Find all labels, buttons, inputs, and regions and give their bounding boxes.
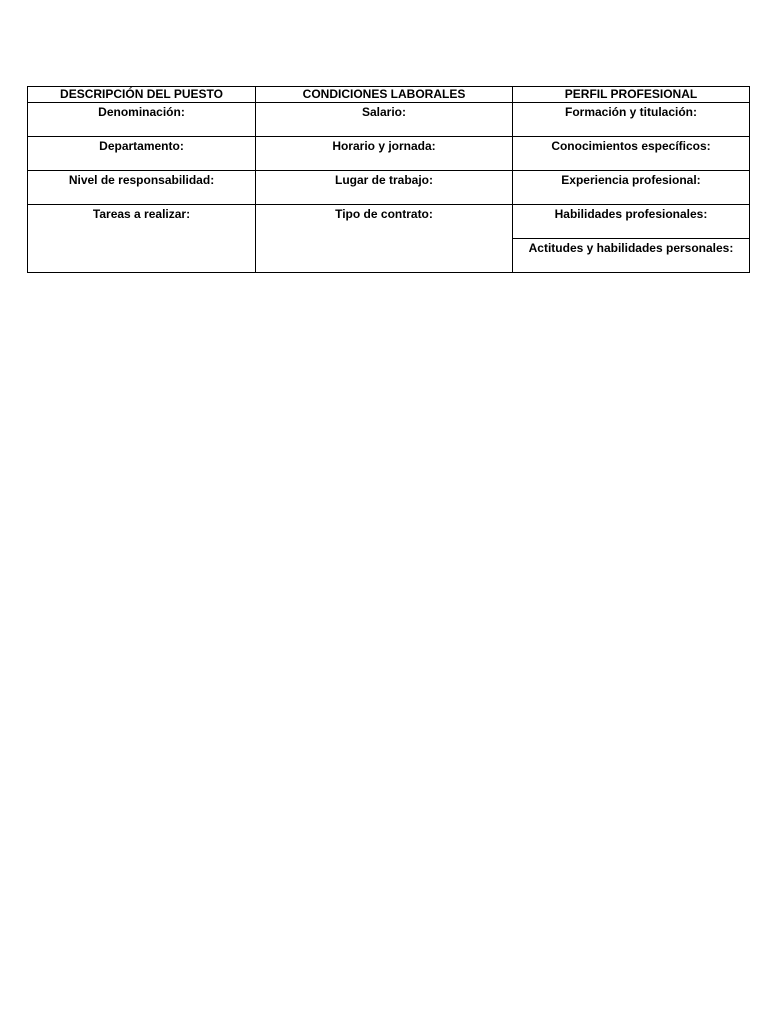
- cell-conocimientos-especificos: Conocimientos específicos:: [513, 137, 750, 171]
- table-row: [28, 171, 750, 205]
- table-row: [28, 205, 750, 239]
- header-descripcion-puesto: DESCRIPCIÓN DEL PUESTO: [28, 87, 256, 103]
- cell-tareas-realizar: Tareas a realizar:: [28, 205, 256, 273]
- table-row: [28, 137, 750, 171]
- header-perfil-profesional: PERFIL PROFESIONAL: [513, 87, 750, 103]
- cell-habilidades-profesionales: Habilidades profesionales:: [513, 205, 750, 239]
- header-condiciones-laborales: CONDICIONES LABORALES: [256, 87, 513, 103]
- cell-tipo-contrato: Tipo de contrato:: [256, 205, 513, 273]
- cell-salario: Salario:: [256, 103, 513, 137]
- cell-nivel-responsabilidad: Nivel de responsabilidad:: [28, 171, 256, 205]
- cell-experiencia-profesional: Experiencia profesional:: [513, 171, 750, 205]
- table-header-row: [28, 87, 750, 103]
- cell-actitudes-habilidades-personales: Actitudes y habilidades personales:: [513, 239, 750, 273]
- table-row: [28, 103, 750, 137]
- cell-horario-jornada: Horario y jornada:: [256, 137, 513, 171]
- cell-lugar-trabajo: Lugar de trabajo:: [256, 171, 513, 205]
- job-profile-table: [27, 86, 750, 273]
- cell-formacion-titulacion: Formación y titulación:: [513, 103, 750, 137]
- cell-denominacion: Denominación:: [28, 103, 256, 137]
- cell-departamento: Departamento:: [28, 137, 256, 171]
